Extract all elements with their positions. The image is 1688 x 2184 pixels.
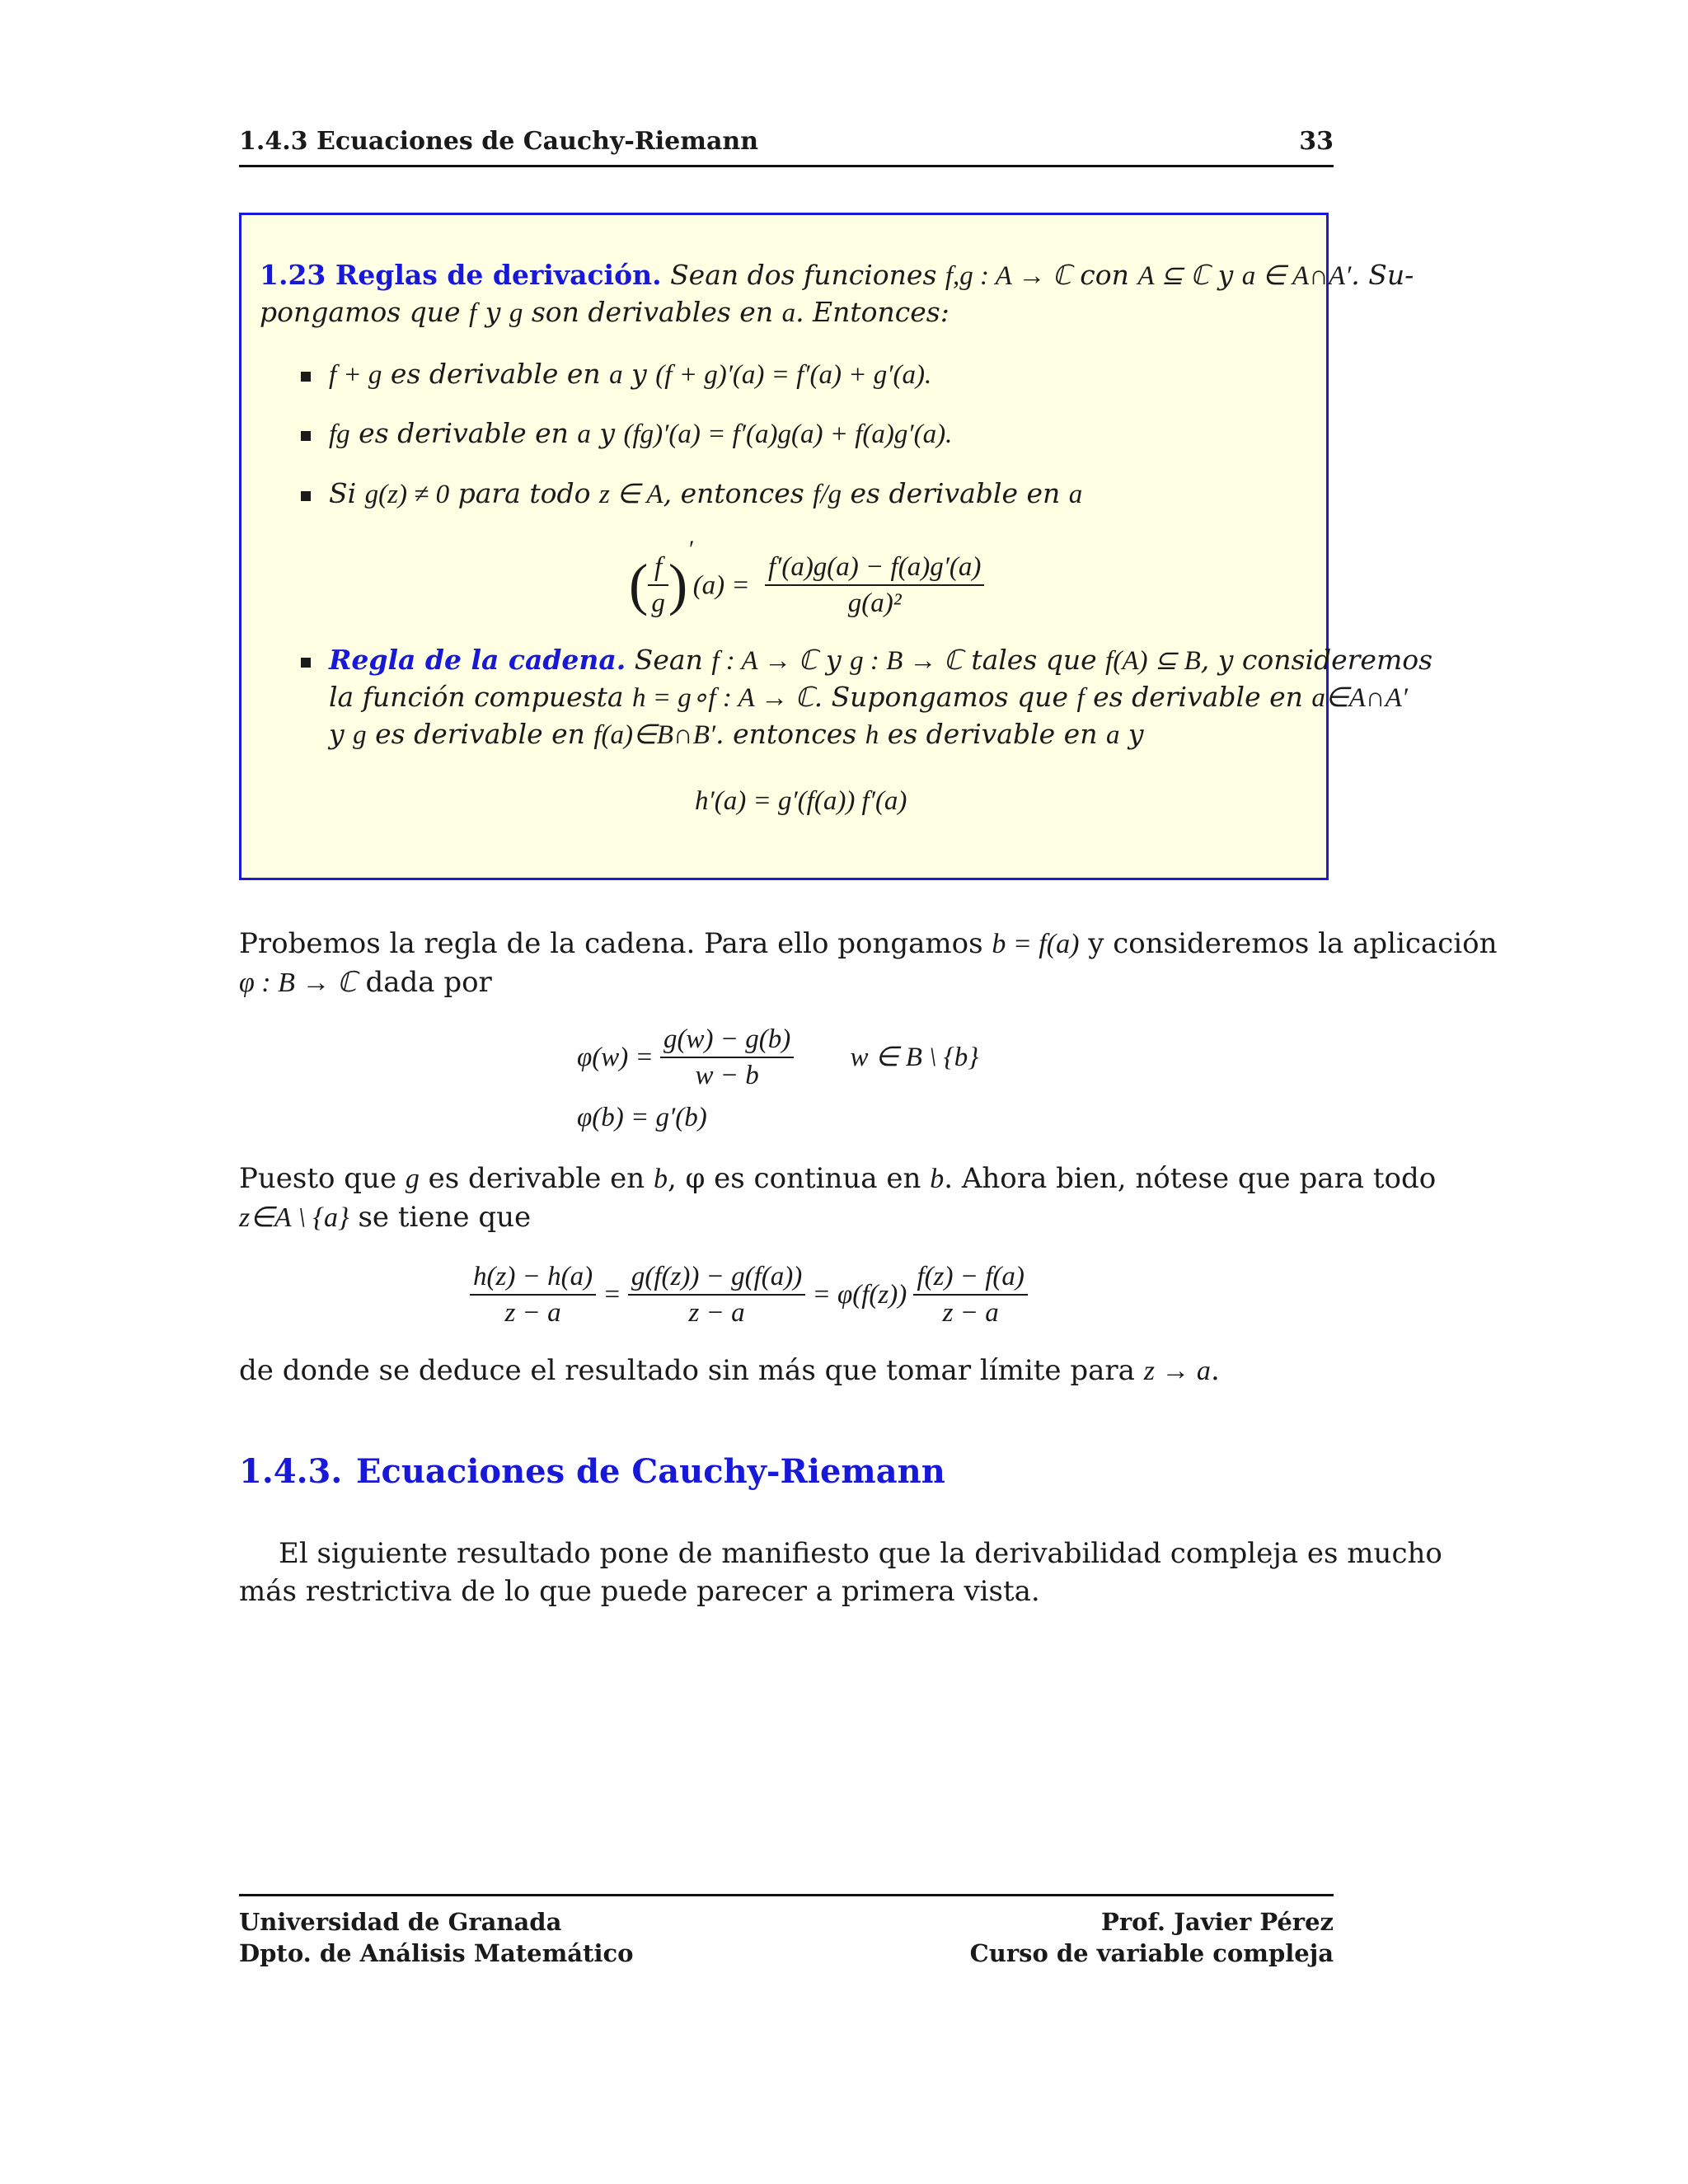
footer-university: Universidad de Granada <box>239 1908 562 1936</box>
phi-at-b: φ(b) = g′(b) <box>577 1103 707 1132</box>
chain-rule-line-1: Regla de la cadena. Sean f : A → ℂ y g : B → ℂ tales que f(A) ⊆ B, y consideremos <box>329 644 1433 676</box>
running-header <box>239 124 1334 167</box>
page-number: 33 <box>1299 127 1334 156</box>
section-title: Ecuaciones de Cauchy-Riemann <box>356 1452 945 1491</box>
right-paren: ) <box>668 553 688 617</box>
proof-paragraph-2: Puesto que g es derivable en b, φ es continua en b. Ahora bien, nótese que para todo z∈A \ {a} se tiene que <box>239 1162 1437 1234</box>
proof-paragraph-1: Probemos la regla de la cadena. Para ello pongamos b = f(a) y consideremos la aplicación φ : B → ℂ dada por <box>239 927 1498 999</box>
theorem-label: 1.23 Reglas de derivación. <box>260 259 662 291</box>
chain-rule-line-3: y g es derivable en f(a)∈B∩B′. entonces h es derivable en a y <box>329 718 1144 750</box>
chain-rule-line-2: la función compuesta h = g∘f : A → ℂ. Supongamos que f es derivable en a∈A∩A′ <box>329 681 1408 713</box>
section-number: 1.4.3. <box>239 1452 343 1491</box>
theorem-intro-line-1: 1.23 Reglas de derivación. Sean dos funciones f,g : A → ℂ con A ⊆ ℂ y a ∈ A∩A′. Su- <box>260 259 1414 291</box>
quotient-rule-item: Si g(z) ≠ 0 para todo z ∈ A, entonces f/g es derivable en a <box>329 477 1083 509</box>
page-footer <box>239 1894 1334 1967</box>
sum-rule-item: f + g es derivable en a y (f + g)′(a) = f′(a) + g′(a). <box>329 358 932 390</box>
quotient-formula: ( $\frac{f}{g}$ )′(a) = $\frac{f'(a)g(a) - f(a)g'(a)}{\text{g(a)²}}$ <box>629 532 984 621</box>
bullet-marker <box>301 491 311 501</box>
phi-definition: φ(w) = $\frac{g(w) - g(b)}{w - b}$ w ∈ B \ {b} <box>577 1022 979 1093</box>
chain-rule-label: Regla de la cadena. <box>329 644 626 676</box>
section-paragraph: El siguiente resultado pone de manifiesto que la derivabilidad compleja es mucho más restrictiva de lo que puede parecer a primera vista. <box>239 1537 1442 1608</box>
bullet-marker <box>301 658 311 668</box>
footer-author: Prof. Javier Pérez <box>1101 1908 1334 1936</box>
theorem-box <box>239 213 1433 880</box>
footer-course: Curso de variable compleja <box>969 1939 1334 1967</box>
equals-sign: = <box>603 1280 621 1310</box>
bullet-marker <box>301 372 311 382</box>
footer-department: Dpto. de Análisis Matemático <box>239 1939 634 1967</box>
section-heading <box>239 1452 945 1491</box>
product-rule-item: fg es derivable en a y (fg)′(a) = f′(a)g(a) + f(a)g′(a). <box>329 417 953 449</box>
chain-rule-proof-equation: $\frac{h(z) - h(a)}{z - a}$ = $\frac{g(f(z)) - g(f(a))}{z - a}$ = φ(f(z)) $\frac{f(z) - f(a)}{z - a}$ <box>470 1259 1028 1330</box>
proof-conclusion: de donde se deduce el resultado sin más que tomar límite para z → a. <box>239 1354 1220 1387</box>
chain-rule-formula: h′(a) = g′(f(a)) f′(a) <box>695 786 907 816</box>
bullet-marker <box>301 431 311 441</box>
theorem-intro-line-2: pongamos que f y g son derivables en a. Entonces: <box>260 296 950 328</box>
left-paren: ( <box>629 553 649 617</box>
header-section-title: 1.4.3 Ecuaciones de Cauchy-Riemann <box>239 127 759 156</box>
